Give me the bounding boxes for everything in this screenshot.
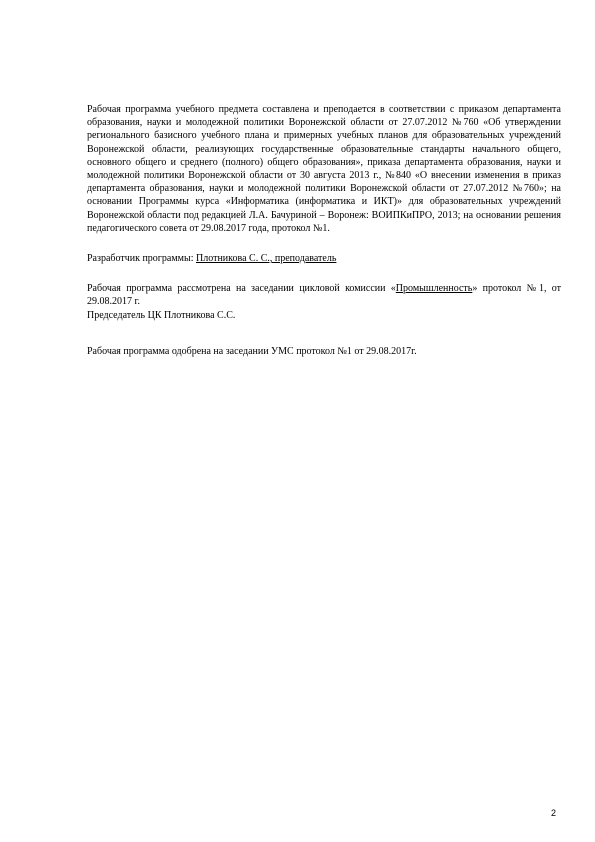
approval-line: Рабочая программа одобрена на заседании УМС протокол №1 от 29.08.2017г. bbox=[87, 345, 417, 357]
spacer bbox=[87, 235, 561, 252]
document-body bbox=[87, 103, 561, 358]
commission-prefix: Рабочая программа рассмотрена на заседании цикловой комиссии « bbox=[87, 283, 396, 295]
page-number: 2 bbox=[550, 808, 556, 818]
spacer bbox=[87, 322, 561, 345]
regulatory-basis-paragraph: Рабочая программа учебного предмета составлена и преподается в соответствии с приказом департамента образования, науки и молодежной политики Воронежской области от 27.07.2012 №760 «Об утверждении регионального базисного учебного плана и примерных учебных планов для образовательных учреждений Воронежской области, реализующих государственные образовательные стандарты начального общего, основного общего и среднего (полного) общего образования», приказа департамента образования, науки и молодежной политики Воронежской области от 30 августа 2013 г., №840 «О внесении изменения в приказ департамента образования, науки и молодежной политики Воронежской области от 27.07.2012 №760»; на основании Программы курса «Информатика (информатика и ИКТ)» для образовательных учреждений Воронежской области под редакцией Л.А. Бачуриной – Воронеж: ВОИПКиПРО, 2013; на основании решения педагогического совета от 29.08.2017 года, протокол №1. bbox=[87, 104, 561, 234]
commission-suffix: » протокол №1, от 29.08.2017 г. bbox=[87, 283, 561, 308]
spacer bbox=[87, 265, 561, 282]
developer-line bbox=[87, 252, 561, 265]
commission-name: Промышленность bbox=[395, 283, 473, 295]
commission-chair: Председатель ЦК Плотникова С.С. bbox=[87, 309, 236, 321]
commission-line bbox=[87, 282, 561, 308]
developer-label: Разработчик программы: bbox=[87, 253, 196, 265]
developer-name: Плотникова С. С., преподаватель bbox=[196, 253, 337, 265]
